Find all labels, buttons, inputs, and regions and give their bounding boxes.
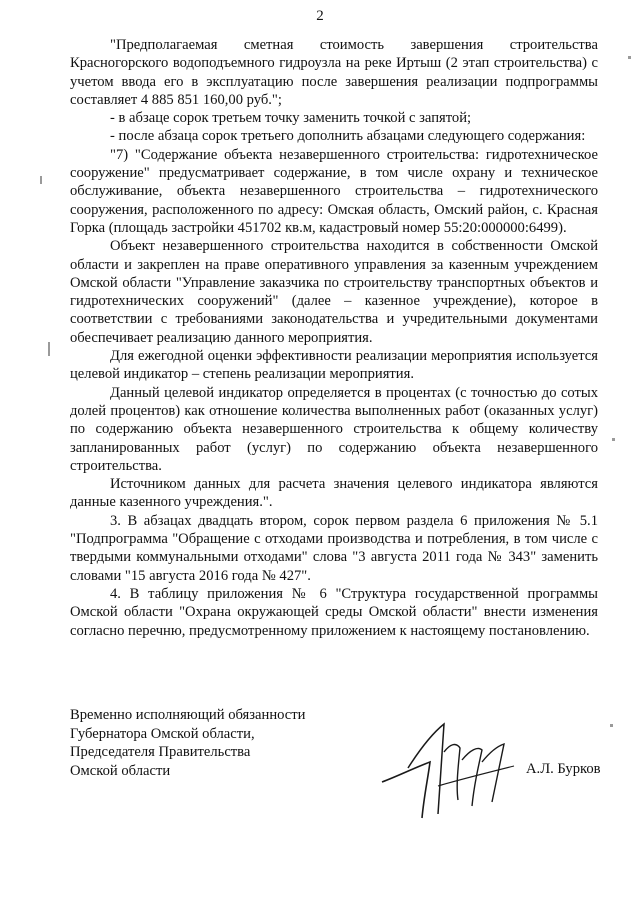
- document-body: [70, 36, 598, 640]
- signatory-name: А.Л. Бурков: [526, 761, 601, 777]
- signatory-title-line: Губернатора Омской области,: [70, 725, 255, 742]
- paragraph-target-indicator: Данный целевой индикатор определяется в процентах (с точностью до сотых долей процентов) как отношение количества выполненных работ (оказанных услуг) по содержанию объекта незавершенного строительства к общему количеству запланированных работ (услуг) по содержанию объекта незавершенного строительства.: [70, 384, 598, 474]
- signatory-title: [70, 706, 305, 780]
- scan-artifact: [48, 342, 50, 356]
- paragraph-item-3: 3. В абзацах двадцать втором, сорок первом раздела 6 приложения № 5.1 "Подпрограмма "Обращение с отходами производства и потребления, в том числе с твердыми коммунальными отходами" слова "3 августа 2011 года № 343" заменить словами "15 августа 2016 года № 427".: [70, 512, 598, 584]
- signatory-title-line: Временно исполняющий обязанности: [70, 707, 306, 723]
- scan-artifact: [610, 724, 613, 727]
- signatory-title-line: Омской области: [70, 762, 171, 779]
- handwritten-signature-icon: [378, 716, 526, 826]
- scan-artifact: [40, 176, 42, 184]
- scan-artifact: [628, 56, 631, 59]
- paragraph-ownership: Объект незавершенного строительства находится в собственности Омской области и закреплен на праве оперативного управления за казенным учреждением Омской области "Управление заказчика по строительству транспортных объектов и гидротехнических сооружений" (далее – казенное учреждение), которое в соответствии с требованиями законодательства и учредительными документами обеспечивает реализацию данного мероприятия.: [70, 238, 598, 346]
- paragraph-estimated-cost: "Предполагаемая сметная стоимость завершения строительства Красногорского водоподъемного гидроузла на реке Иртыш (2 этап строительства) с учетом ввода его в эксплуатацию после завершения реализации подпрограммы составляет 4 885 851 160,00 руб.";: [70, 37, 598, 108]
- paragraph-annual-evaluation: Для ежегодной оценки эффективности реализации мероприятия используется целевой индикатор – степень реализации мероприятия.: [70, 348, 598, 383]
- paragraph-item-7: "7) "Содержание объекта незавершенного строительства: гидротехническое сооружение" предусматривает содержание, в том числе охрану и техническое обслуживание, объекта незавершенного строительства – гидротехнического сооружения, расположенного по адресу: Омская область, Омский район, с. Красная Горка (площадь застройки 451702 кв.м, кадастровый номер 55:20:000000:6499).: [70, 146, 598, 236]
- signatory-title-line: Председателя Правительства: [70, 744, 251, 761]
- page-number: 2: [316, 8, 324, 24]
- scan-artifact: [612, 438, 615, 441]
- paragraph-add-paragraphs: - после абзаца сорок третьего дополнить абзацами следующего содержания:: [110, 128, 586, 145]
- paragraph-replace-period: - в абзаце сорок третьем точку заменить точкой с запятой;: [110, 110, 472, 127]
- paragraph-data-source: Источником данных для расчета значения целевого индикатора являются данные казенного учреждения.".: [70, 476, 598, 511]
- paragraph-item-4: 4. В таблицу приложения № 6 "Структура государственной программы Омской области "Охрана окружающей среды Омской области" внести изменения согласно перечню, предусмотренному приложением к настоящему постановлению.: [70, 585, 598, 639]
